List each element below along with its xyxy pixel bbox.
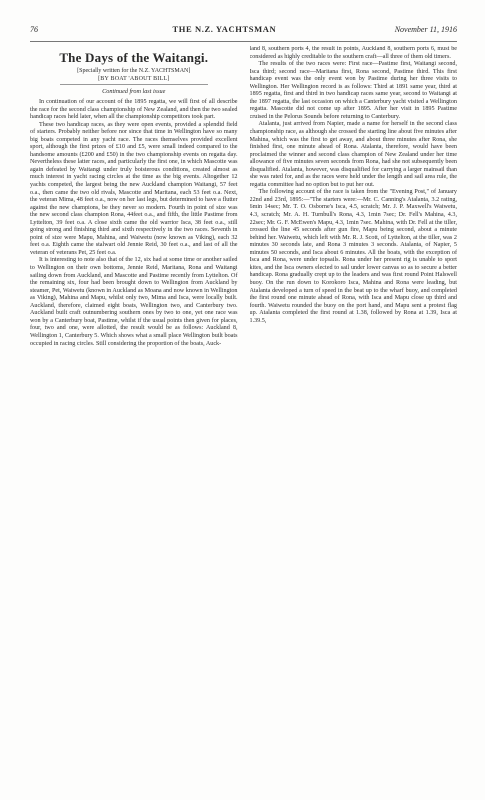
article-subtitle: [Specially written for the N.Z. YACHTSMAN] bbox=[77, 68, 191, 74]
article-title: The Days of the Waitangi. bbox=[59, 50, 209, 65]
header-rule bbox=[30, 41, 457, 42]
paragraph: These two handicap races, as they were open events, provided a splendid field of starters. Probably neither before nor since that time in Wellington have so many big boats competed in any yacht race. The races themselves provided excellent sport, although the first prizes of £10 and £5, were small indeed compared to the handsome amounts (£200 and £50) in the two championship events on regatta day. Nevertheless these latter races, and particularly the first one, in which Mascotte was again defeated by Waitangi under truly boisterous conditions, created almost as much interest in yacht racing circles at the time as the big events. Altogether 12 yachts competed, the largest being the new Auckland champion Waitangi, 57 feet o.a., then came the two old rivals, Mascotte and Maritana, each 53 feet o.a. Next, the veteran Mima, 48 feet o.a., now on her last legs, but determined to have a flutter against the new champions, be they never so modern. Fourth in point of size was the new second class champion Rona, 44feet o.a., and fifth, the little Pastime from Lyttelton, 39 feet o.a. A close sixth came the old warrior Isca, 38 feet o.a., still going strong and finishing third and sixth respectively in the two races. Seventh in point of size were Mapu, Mahina, and Waiwetu (now known as Viking), each 32 feet o.a. Eighth came the stalwart old Jennie Reid, 30 feet o.a., and last of all the veteran of veterans Pet, 25 feet o.a. bbox=[30, 121, 238, 256]
paragraph: The results of the two races were: First race—Pastime first, Waitangi second, Isca third; second race—Maritana first, Rona second, Pastime third. This first handicap event was the only event won by Pastime during her three visits to Wellington. Her Wellington record is as follows: Third at 1891 same year, third at 1895 regatta, first and third in two handicap races same year, second to Waitangi at the 1897 regatta, the last occasion on which a Canterbury yacht visited a Wellington regatta. Mascotte did not come up after 1895. After her visit in 1895 Pastime cruised in the Pelorus Sounds before returning to Canterbury. bbox=[249, 61, 457, 120]
article-columns bbox=[30, 46, 457, 770]
issue-date: November 11, 1916 bbox=[394, 25, 457, 34]
paragraph: In continuation of our account of the 1895 regatta, we will first of all describe the race for the second class championship of New Zealand, and then the two sealed handicap races held later, when all the championship competitors took part. bbox=[30, 99, 238, 121]
article-author: [BY BOAT 'ABOUT BILL] bbox=[98, 76, 170, 82]
continued-note: Continued from last issue bbox=[102, 88, 166, 95]
paragraph: The following account of the race is taken from the "Evening Post," of January 22nd and 23rd, 1895:—"The starters were:—Mr. C. Canning's Atalanta, 3.2 rating, 6min 14sec; Mr. T. O. Osborne's Isca, 4.5, scratch; Mr. J. P. Maxwell's Waiwetu, 4.3, scratch; Mr. A. H. Turnbull's Rona, 4.3, 1min 7sec; Dr. Fell's Mahina, 4.3, 22sec; Mr. G. F. McEwen's Mapu, 4.3, 1min 7sec. Mahina, with Dr. Fell at the tiller, crossed the line 45 seconds after gun fire, Mapu being second, about a minute behind her. Waiwetu, which left with Mr. R. J. Scott, of Lyttelton, at the tiller, was 2 minutes 30 seconds late, and Rona 3 minutes 3 seconds. Atalanta, of Napier, 5 minutes 50 seconds, and Isca about 6 minutes. All the boats, with the exception of Isca and Rona, were under topsails. Rona under her present rig is unable to sport kites, and the Isca owners elected to sail under lower canvas so as to secure a better handicap. Rona gradually crept up to the leaders and was first round Point Halswell buoy. On the run down to Korokoro Isca, Mahina and Rona were leading, but Atalanta developed a turn of speed in the beat up to the wharf buoy, and completed the first round one minute ahead of Rona, with Isca and Mapu close up third and fourth. Waiwetu rounded the buoy on the port hand, and Mapu sent a protest flag up. Atalanta completed the first round at 1.38, followed by Rona at 1.39, Isca at 1.39.5, bbox=[249, 189, 457, 324]
page-number: 76 bbox=[30, 25, 38, 34]
column-left bbox=[30, 46, 238, 770]
page-header bbox=[30, 24, 457, 40]
masthead: THE N.Z. YACHTSMAN bbox=[172, 24, 277, 34]
paragraph: land 8, southern ports 4, the result in points, Auckland 8, southern ports 6, must be considered as highly creditable to the southern craft—all three of them old timers. bbox=[249, 46, 457, 60]
column-right bbox=[250, 46, 458, 770]
paragraph: It is interesting to note also that of the 12, six had at some time or another sailed to Wellington on their own bottoms, Jennie Reid, Maritana, Rona and Waitangi sailing down from Auckland, and Mascotte and Pastime recently from Lyttelton. Of the remaining six, four had been brought down to Wellington from Auckland by steamer, Pet, Waiwetu (known in Auckland as Moana and now known in Wellington as Viking), Mahina and Mapu, whilst only two, Mima and Isca, were locally built. Auckland, therefore, claimed eight boats, Wellington two, and Canterbury two. Auckland built craft outnumbering southern ones by two to one, yet one race was won by a Canterbury boat, Pastime, whilst if the usual points then given for places, four, two and one, were allotted, the result would be as follows: Auckland 8, Wellington 1, Canterbury 5. Which shows what a small place Wellington built boats occupied in racing circles. Still considering the proportion of the boats, Auck- bbox=[30, 257, 238, 347]
paragraph: Atalanta, just arrived from Napier, made a name for herself in the second class championship race, as although she crossed the starting line about five minutes after Mahina, which was the first to get away, and about three minutes after Rona, she finished first, one minute ahead of Rona. Atalanta, therefore, would have been proclaimed the winner and second class champion of New Zealand under her time allowance of five minutes seven seconds from Rona, had she not subsequently been disqualified. Atalanta, however, was disqualified for carrying a larger mainsail than she was rated for, and as the races were held under the length and sail area rule, the regatta committee had no option but to put her out. bbox=[249, 121, 457, 188]
title-rule bbox=[60, 84, 208, 85]
